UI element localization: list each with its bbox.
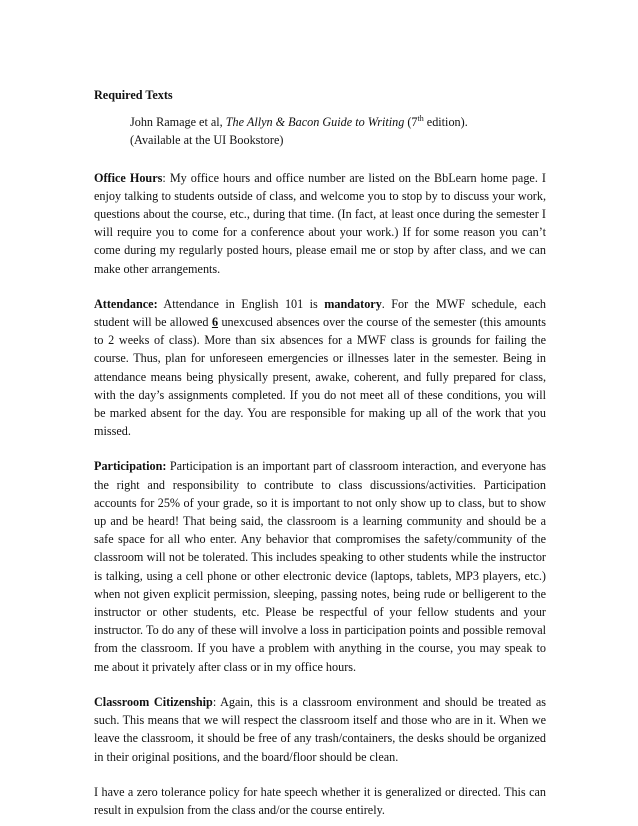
textbook-title: The Allyn & Bacon Guide to Writing (225, 115, 405, 130)
participation-paragraph (94, 457, 546, 675)
office-hours-label: Office Hours (94, 170, 163, 185)
required-texts-heading: Required Texts (94, 88, 173, 102)
required-texts-block (130, 113, 546, 149)
office-hours-text: : My office hours and office number are listed on the BbLearn home page. I enjoy talking to students outside of class, and welcome you to stop by to discuss your work, questions about the course, etc., during that time. (In fact, at least once during the semester I will require you to come for a conference about your work.) If for some reason you can’t come during my regularly posted hours, please email me or stop by after class, and we can make other arrangements. (94, 170, 546, 276)
edition-superscript: th (417, 114, 424, 124)
participation-label: Participation: (94, 459, 167, 474)
textbook-author: John Ramage et al, (130, 115, 223, 130)
edition-close: edition). (423, 115, 468, 130)
attendance-paragraph (94, 295, 546, 441)
textbook-availability: (Available at the UI Bookstore) (130, 133, 284, 148)
office-hours-paragraph (94, 169, 546, 278)
attendance-text-1: Attendance in English 101 is (157, 296, 325, 311)
attendance-mandatory: mandatory (324, 296, 382, 311)
citizenship-label: Classroom Citizenship (94, 694, 213, 709)
citizenship-paragraph (94, 693, 546, 766)
attendance-text-2: . For the MWF schedule, each student will be allowed (94, 296, 546, 330)
zero-tolerance-paragraph: I have a zero tolerance policy for hate speech whether it is generalized or directed. This can result in expulsion from the class and/or the course entirely. (94, 784, 546, 817)
attendance-text-3: unexcused absences over the course of the semester (this amounts to 2 weeks of class). More than six absences for a MWF class is grounds for failing the course. Thus, plan for unforeseen emergencies or illnesses later in the semester. Being in attendance means being physically present, awake, coherent, and fully prepared for class, with the day’s assignments completed. If you do not meet all of these conditions, you will be marked absent for the day. You are responsible for making up all of the work that you missed. (94, 315, 546, 439)
participation-text: Participation is an important part of classroom interaction, and everyone has the right and responsibility to contribute to class discussions/activities. Participation accounts for 25% of your grade, so it is important to not only show up to class, but to show up and be heard! That being said, the classroom is a learning community and should be a safe space for all who enter. Any behavior that compromises the safety/community of the classroom will not be tolerated. This includes speaking to other students while the instructor is talking, using a cell phone or other electronic device (laptops, tablets, MP3 players, etc.) when not given explicit permission, sleeping, passing notes, being rude or belligerent to the instructor or other students, etc. Please be respectful of your fellow students and your instructor. To do any of these will involve a loss in participation points and possible removal from the classroom. If you have a problem with anything in the course, you may speak to me about it privately after class or in my office hours. (94, 459, 546, 674)
textbook-citation (130, 113, 546, 131)
edition-open: (7 (407, 115, 418, 130)
attendance-label: Attendance: (94, 296, 158, 311)
absence-count: 6 (211, 315, 219, 330)
citizenship-text: : Again, this is a classroom environment and should be treated as such. This means that we will respect the classroom itself and those who are in it. When we leave the classroom, it should be free of any trash/containers, the desks should be organized in their original positions, and the board/floor should be clean. (94, 694, 546, 764)
syllabus-content (94, 86, 546, 819)
